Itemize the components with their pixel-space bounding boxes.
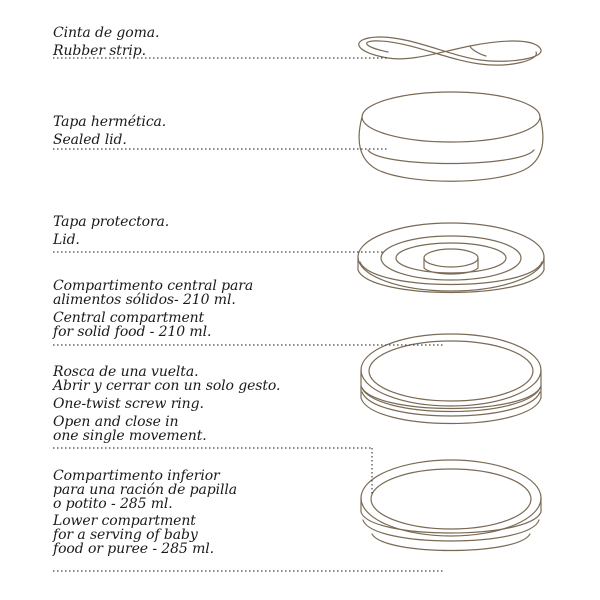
label-line: Compartimento inferior — [53, 468, 220, 484]
label-line: Rosca de una vuelta. — [53, 364, 199, 380]
lower-compartment-drawing — [361, 460, 541, 551]
label-line: alimentos sólidos- 210 ml. — [53, 292, 236, 308]
rubber-strip-drawing — [359, 37, 541, 65]
screw-ring-drawing — [361, 334, 541, 424]
label-line: Lower compartment — [53, 513, 196, 529]
label-line: Cinta de goma. — [53, 25, 160, 41]
label-sealed-lid — [53, 115, 166, 147]
label-line: Sealed lid. — [53, 132, 127, 148]
label-line: food or puree - 285 ml. — [53, 541, 214, 557]
label-line: Central compartment — [53, 310, 205, 326]
sealed-lid-drawing — [359, 92, 543, 181]
lid-drawing — [358, 223, 544, 293]
label-line: o potito - 285 ml. — [53, 496, 173, 512]
label-screw-ring — [53, 365, 280, 443]
label-line: Tapa hermética. — [53, 114, 167, 130]
label-rubber-strip — [53, 26, 159, 58]
label-line: Tapa protectora. — [53, 214, 170, 230]
label-lid — [53, 215, 169, 247]
label-line: one single movement. — [53, 428, 207, 444]
label-line: One-twist screw ring. — [53, 396, 204, 412]
label-line: Lid. — [53, 232, 80, 248]
label-line: Abrir y cerrar con un solo gesto. — [53, 378, 281, 394]
label-central-compartment — [53, 279, 253, 339]
label-line: for solid food - 210 ml. — [53, 324, 212, 340]
label-line: Compartimento central para — [53, 278, 254, 294]
label-line: Rubber strip. — [53, 43, 147, 59]
label-line: for a serving of baby — [53, 527, 198, 543]
label-lower-compartment — [53, 469, 237, 556]
label-line: Open and close in — [53, 414, 179, 430]
label-line: para una ración de papilla — [53, 482, 238, 498]
